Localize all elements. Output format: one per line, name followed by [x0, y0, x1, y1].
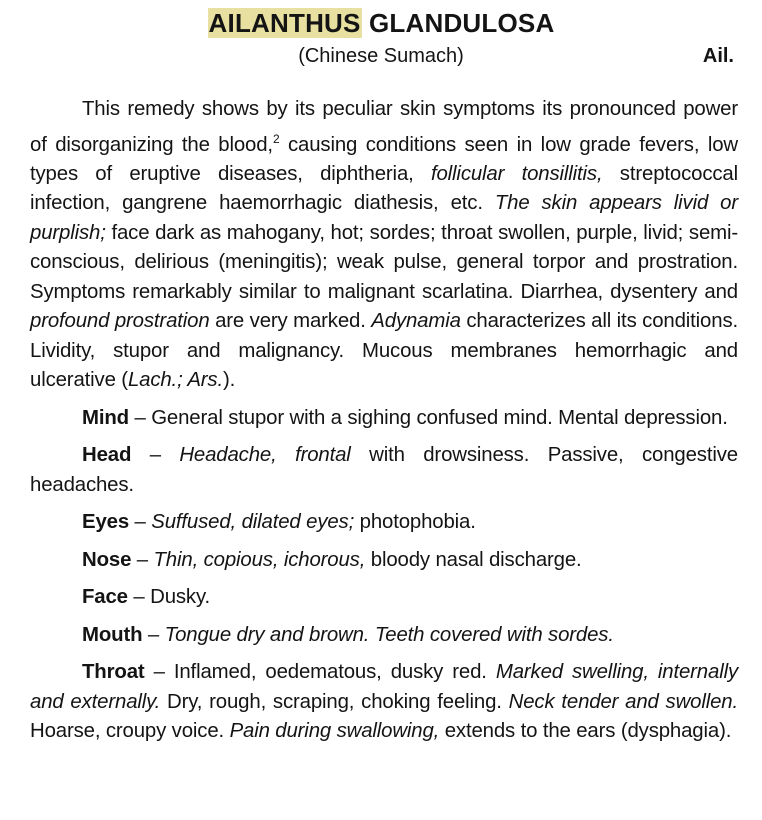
section-throat	[30, 658, 738, 747]
section-heading: Mind	[82, 406, 129, 429]
intro-text: causing conditions seen in low grade fevers, low types of eruptive diseases, diphtheria,	[30, 133, 738, 185]
section-emphasis: Marked swelling, internally and externally.	[30, 661, 738, 713]
section-nose	[30, 546, 738, 576]
common-name: (Chinese Sumach)	[298, 45, 464, 67]
section-text: Dusky.	[150, 586, 211, 609]
intro-paragraph	[30, 95, 738, 396]
section-dash: –	[129, 511, 152, 534]
section-dash: –	[131, 548, 154, 571]
section-text: Inflamed, oedematous, dusky red.	[173, 661, 496, 684]
section-head	[30, 441, 738, 500]
section-dash: –	[144, 661, 174, 684]
section-heading: Head	[82, 444, 132, 467]
section-heading: Throat	[82, 661, 145, 684]
title-highlighted-word: AILANTHUS	[208, 8, 361, 38]
intro-emphasis: follicular tonsillitis,	[430, 162, 603, 185]
section-emphasis: Thin, copious, ichorous,	[153, 548, 366, 571]
remedy-abbreviation: Ail.	[702, 45, 734, 67]
intro-text: face dark as mahogany, hot; sordes; throat swollen, purple, livid; semi-conscious, delirious (meningitis); weak pulse, general torpor and prostration. Symptoms remarkably similar to malignant scarlatina. Diarrhea, dysentery and	[30, 221, 738, 303]
section-dash: –	[127, 586, 151, 609]
remedy-title	[0, 8, 762, 39]
intro-emphasis: profound prostration	[30, 310, 210, 333]
section-text: Dry, rough, scraping, choking feeling.	[160, 690, 509, 713]
intro-emphasis: Lach.; Ars.	[127, 369, 223, 392]
section-emphasis: Neck tender and swollen.	[508, 690, 739, 713]
section-text: with drowsiness. Passive, congestive headaches.	[30, 444, 738, 496]
section-heading: Mouth	[82, 623, 143, 646]
section-emphasis: Headache, frontal	[179, 444, 351, 467]
footnote-marker: 2	[272, 131, 280, 146]
section-text: Hoarse, croupy voice.	[30, 720, 230, 743]
intro-text: characterizes all its conditions. Lividity, stupor and malignancy. Mucous membranes hemorrhagic and ulcerative (	[30, 310, 738, 392]
intro-text: are very marked.	[209, 310, 372, 333]
section-emphasis: Tongue dry and brown. Teeth covered with sordes.	[164, 623, 614, 646]
section-dash: –	[128, 406, 152, 429]
section-dash: –	[142, 623, 165, 646]
document-body	[30, 95, 738, 747]
section-emphasis: Pain during swallowing,	[229, 720, 440, 743]
intro-emphasis: The skin appears livid or purplish;	[30, 192, 738, 244]
section-heading: Face	[82, 586, 128, 609]
title-second-word: GLANDULOSA	[369, 8, 555, 38]
section-dash: –	[131, 444, 180, 467]
section-text: photophobia.	[354, 511, 476, 534]
section-face	[30, 583, 738, 613]
intro-text: This remedy shows by its peculiar skin symptoms its pronounced power of disorganizing the blood,	[30, 98, 738, 156]
section-text: General stupor with a sighing confused mind. Mental depression.	[151, 406, 728, 429]
section-eyes	[30, 508, 738, 538]
section-mind	[30, 404, 738, 434]
section-heading: Eyes	[82, 511, 130, 534]
intro-text: streptococcal infection, gangrene haemorrhagic diathesis, etc.	[30, 162, 738, 215]
section-heading: Nose	[82, 548, 132, 571]
section-mouth	[30, 621, 738, 651]
section-text: bloody nasal discharge.	[365, 548, 582, 571]
intro-text: ).	[223, 369, 236, 392]
section-text: extends to the ears (dysphagia).	[439, 720, 732, 743]
intro-emphasis: Adynamia	[371, 310, 461, 333]
section-emphasis: Suffused, dilated eyes;	[151, 511, 355, 534]
